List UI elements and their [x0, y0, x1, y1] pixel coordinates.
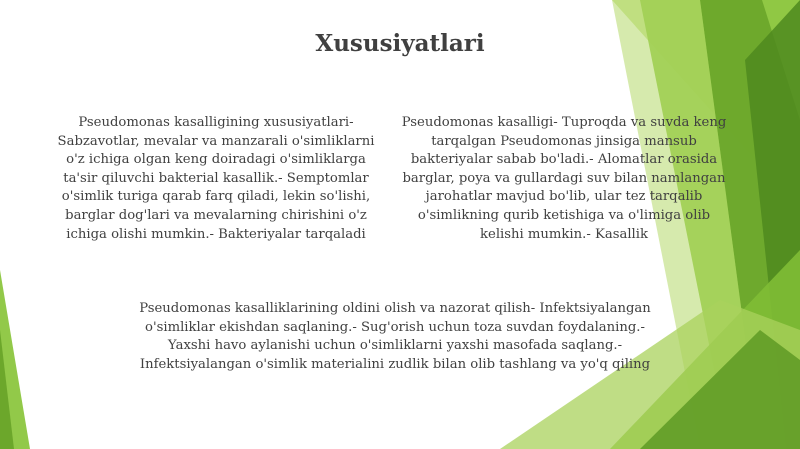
right-text-block: Pseudomonas kasalligi- Tuproqda va suvda keng tarqalgan Pseudomonas jinsiga mansub bakteriyalar sabab bo'ladi.- Alomatlar orasida barglar, poya va gullardagi suv bilan namlangan jarohatlar mavjud bo'lib, ular tez tarqalib o'simlikning qurib ketishiga va o'limiga olib kelishi mumkin.- Kasallik [401, 115, 727, 242]
left-text-block: Pseudomonas kasalligining xususiyatlari- Sabzavotlar, mevalar va manzarali o'simliklarni o'z ichiga olgan keng doiradagi o'simliklarga ta'sir qiluvchi bakterial kasallik.- Semptomlar o'simlik turiga qarab farq qiladi, lekin so'lishi, barglar dog'lari va mevalarning chirishini o'z ichiga olishi mumkin.- Bakteriyalar tarqaladi [57, 115, 375, 242]
slide-title: Xususiyatlari [315, 30, 485, 57]
bottom-text-block: Pseudomonas kasalliklarining oldini olish va nazorat qilish- Infektsiyalangan o'simliklar ekishdan saqlaning.- Sug'orish uchun toza suvdan foydalaning.- Yaxshi havo aylanishi uchun o'simliklarni yaxshi masofada saqlang.- Infektsiyalangan o'simlik materialini zudlik bilan olib tashlang va yo'q qiling [139, 301, 651, 372]
